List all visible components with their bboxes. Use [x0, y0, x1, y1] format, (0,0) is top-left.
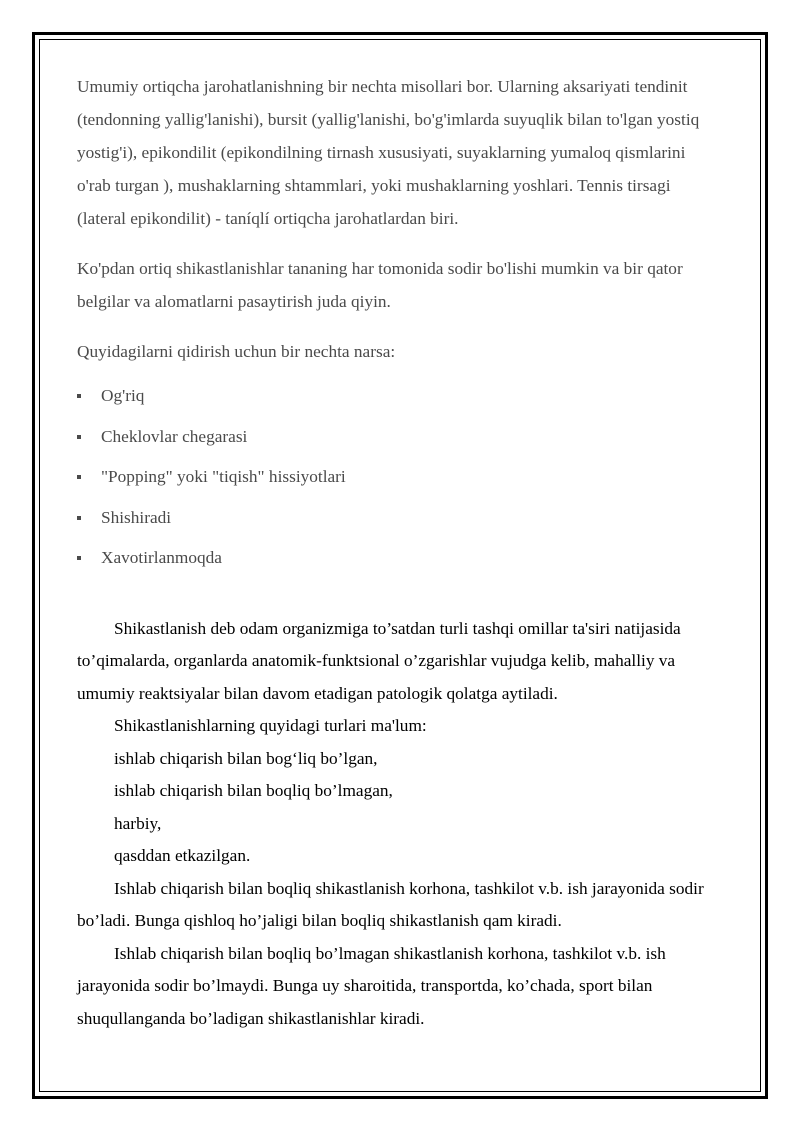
intro-paragraph-2: Ko'pdan ortiq shikastlanishlar tananing har tomonida sodir bo'lishi mumkin va bir qator belgilar va alomatlarni pasaytirish juda qiyin.	[77, 259, 683, 311]
non-work-related-paragraph: Ishlab chiqarish bilan boqliq bo’lmagan shikastlanish korhona, tashkilot v.b. ish jarayonida sodir bo’lmaydi. Bunga uy sharoitida, transportda, ko’chada, sport bilan shuqullanganda bo’ladigan shikastlanishlar kiradi.	[77, 943, 666, 1028]
list-item-text: Shishiradi	[101, 507, 172, 527]
work-related-paragraph: Ishlab chiqarish bilan boqliq shikastlanish korhona, tashkilot v.b. ish jarayonida sodir bo’ladi. Bunga qishloq ho’jaligi bilan boqliq shikastlanish qam kiradi.	[77, 878, 704, 930]
type-item: ishlab chiqarish bilan bog‘liq bo’lgan,	[114, 748, 378, 768]
intro-paragraph-1: Umumiy ortiqcha jarohatlanishning bir nechta misollari bor. Ularning aksariyati tendinit (tendonning yallig'lanishi), bursit (yallig'lanishi, bo'g'imlarda suyuqlik bilan to'lgan yostiq yostig'i), epikondilit (epikondilning tirnash xususiyati, suyaklarning yumaloq qismlarini o'rab turgan ), mushaklarning shtammlari, yoki mushaklarning yoshlari. Tennis tirsagi (lateral epikondilit) - taníqlí ortiqcha jarohatlardan biri.	[77, 77, 700, 228]
list-item-text: Cheklovlar chegarasi	[101, 426, 248, 446]
symptoms-list	[77, 376, 717, 579]
list-item-text: Xavotirlanmoqda	[101, 548, 222, 567]
list-item-text: "Popping" yoki "tiqish" hissiyotlari	[101, 467, 346, 486]
document-content	[77, 70, 717, 1035]
list-item	[77, 417, 717, 458]
type-item: harbiy,	[114, 813, 162, 833]
list-item-text: Og'riq	[101, 386, 145, 405]
definition-paragraph: Shikastlanish deb odam organizmiga to’satdan turli tashqi omillar ta'siri natijasida to’qimalarda, organlarda anatomik-funktsional o’zgarishlar vujudga kelib, mahalliy va umumiy reaktsiyalar bilan davom etadigan patologik qolatga aytiladi.	[77, 618, 681, 703]
type-item: qasddan etkazilgan.	[114, 846, 251, 865]
bullet-icon	[77, 394, 81, 398]
bullet-icon	[77, 435, 81, 439]
list-item	[77, 376, 717, 417]
intro-paragraph-3: Quyidagilarni qidirish uchun bir nechta narsa:	[77, 342, 396, 361]
bullet-icon	[77, 516, 81, 520]
list-item	[77, 538, 717, 579]
bullet-icon	[77, 556, 81, 560]
list-item	[77, 457, 717, 498]
types-intro: Shikastlanishlarning quyidagi turlari ma'lum:	[114, 716, 427, 735]
type-item: ishlab chiqarish bilan boqliq bo’lmagan,	[114, 781, 393, 800]
bullet-icon	[77, 475, 81, 479]
list-item	[77, 498, 717, 539]
main-section	[77, 613, 717, 1036]
